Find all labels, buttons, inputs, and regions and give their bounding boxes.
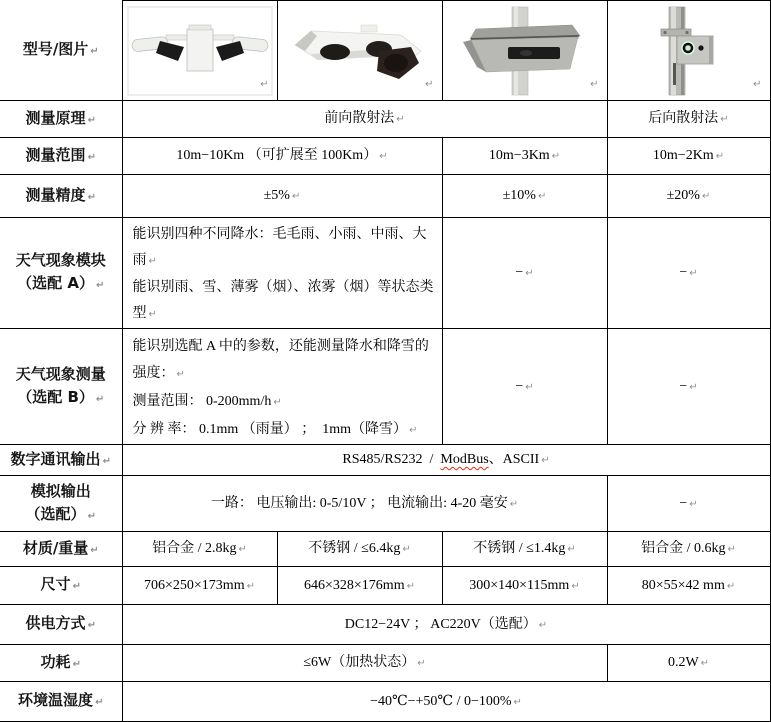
paragraph-mark: ↵ <box>396 114 405 126</box>
paragraph-mark: ↵ <box>95 280 105 291</box>
paragraph-mark: ↵ <box>509 498 519 510</box>
cell-power-consumption-1 <box>122 645 607 682</box>
label-text: 供电方式 <box>25 614 86 632</box>
dash: − <box>679 495 688 511</box>
paragraph-mark: ↵ <box>238 544 247 556</box>
cell-text: ±20% <box>666 188 700 204</box>
label-text: 测量精度 <box>25 185 86 204</box>
row-label-accuracy <box>0 175 122 218</box>
paragraph-mark: ↵ <box>567 544 576 556</box>
label-text-line1: 天气现象模块 <box>15 251 106 269</box>
paragraph-mark: ↵ <box>701 191 711 203</box>
paragraph-mark: ↵ <box>402 544 411 556</box>
paragraph-mark: ↵ <box>148 309 157 320</box>
dash: − <box>679 265 688 281</box>
cell-range-4 <box>607 138 770 175</box>
paragraph-mark: ↵ <box>689 381 698 393</box>
cell-material-2 <box>277 532 442 567</box>
cell-weather-measure-b-col4 <box>607 329 770 445</box>
row-label-model <box>0 1 122 101</box>
cell-text: 10m−2Km <box>652 148 714 164</box>
paragraph-mark: ↵ <box>590 78 599 90</box>
row-power-supply <box>0 605 770 645</box>
row-range <box>0 138 770 175</box>
paragraph-mark: ↵ <box>72 581 81 592</box>
paragraph-mark: ↵ <box>87 114 96 126</box>
cell-text: 铝合金 / 0.6kg <box>641 541 726 557</box>
cell-accuracy-4 <box>607 175 770 218</box>
row-label-digital-output <box>0 445 122 476</box>
cell-text-para1: 能识别选配 A 中的参数，还能测量降水和降雪的强度： <box>132 339 429 381</box>
paragraph-mark: ↵ <box>715 151 725 163</box>
cell-dimensions-3 <box>442 567 607 605</box>
paragraph-mark: ↵ <box>571 580 580 592</box>
paragraph-mark: ↵ <box>246 580 255 592</box>
cell-accuracy-3 <box>442 175 607 218</box>
row-principle <box>0 101 770 138</box>
product-photo-cell-1 <box>122 1 277 101</box>
paragraph-mark: ↵ <box>87 191 96 203</box>
paragraph-mark: ↵ <box>95 697 104 708</box>
paragraph-mark: ↵ <box>538 619 548 631</box>
label-text: 型号/图片 <box>22 39 89 58</box>
pole-mounted-box-sensor-photo <box>446 5 604 97</box>
cell-text: 一路： 电压输出: 0-5/10V ； 电流输出: 4-20 毫安 <box>210 495 508 511</box>
paragraph-mark: ↵ <box>90 544 99 556</box>
paragraph-mark: ↵ <box>409 425 418 436</box>
row-label-range <box>0 138 122 175</box>
row-weather-measure-b <box>0 329 770 445</box>
dual-arm-forward-scatter-sensor-photo <box>126 5 274 97</box>
label-text-line2: （选配） <box>25 504 86 523</box>
cell-range-3 <box>442 138 607 175</box>
cell-text: 10m−10Km （可扩展至 100Km） <box>176 148 378 164</box>
cell-text: 前向散射法 <box>324 111 395 127</box>
row-label-principle <box>0 101 122 138</box>
paragraph-mark: ↵ <box>689 498 698 510</box>
cell-text: 80×55×42 mm <box>641 577 725 593</box>
row-label-dimensions <box>0 567 122 605</box>
cell-text: ≤6W（加热状态） <box>303 655 416 671</box>
paragraph-mark: ↵ <box>87 151 96 163</box>
cell-text-part1: RS485/RS232 / <box>342 452 441 468</box>
paragraph-mark: ↵ <box>726 580 736 592</box>
row-label-material-weight <box>0 532 122 567</box>
paragraph-mark: ↵ <box>689 268 698 280</box>
angled-compact-visibility-sensor-photo <box>281 5 439 97</box>
cell-material-3 <box>442 532 607 567</box>
label-text-line2: （选配 A） <box>17 274 94 292</box>
paragraph-mark: ↵ <box>551 151 561 163</box>
dash: − <box>679 378 688 394</box>
paragraph-mark: ↵ <box>291 191 301 203</box>
cell-text-para2: 测量范围： 0-200mm/h <box>132 394 272 409</box>
cell-material-1 <box>122 532 277 567</box>
cell-text-para1: 能识别四种不同降水：毛毛雨、小雨、中雨、大雨 <box>132 227 427 268</box>
pole-mounted-mini-backscatter-sensor-photo <box>611 5 767 97</box>
product-photo-cell-3 <box>442 1 607 101</box>
label-text-line1: 天气现象测量 <box>15 364 106 383</box>
cell-weather-module-a-col3 <box>442 218 607 329</box>
row-model-images <box>0 1 770 101</box>
cell-text: 706×250×173mm <box>144 577 245 593</box>
paragraph-mark: ↵ <box>95 393 105 405</box>
label-text: 功耗 <box>40 652 71 671</box>
paragraph-mark: ↵ <box>537 191 547 203</box>
cell-analog-output-col4 <box>607 476 770 532</box>
cell-text-modbus-spellcheck: ModBus <box>440 452 489 468</box>
paragraph-mark: ↵ <box>102 455 111 467</box>
row-dimensions <box>0 567 770 605</box>
paragraph-mark: ↵ <box>525 268 534 280</box>
cell-text: 646×328×176mm <box>304 577 405 593</box>
cell-weather-module-a-text <box>122 218 442 329</box>
cell-power-consumption-4 <box>607 645 770 682</box>
paragraph-mark: ↵ <box>525 381 534 393</box>
cell-text: DC12−24V ； AC220V（选配） <box>344 616 537 632</box>
dash: − <box>515 265 524 281</box>
product-photo-cell-2 <box>277 1 442 101</box>
row-accuracy <box>0 175 770 218</box>
paragraph-mark: ↵ <box>425 78 434 90</box>
paragraph-mark: ↵ <box>87 620 96 631</box>
paragraph-mark: ↵ <box>90 45 99 57</box>
cell-principle-backward <box>607 101 770 138</box>
row-power-consumption <box>0 645 770 682</box>
cell-environment <box>122 682 770 722</box>
row-environment <box>0 682 770 722</box>
cell-accuracy-1 <box>122 175 442 218</box>
cell-digital-output <box>122 445 770 476</box>
cell-text: 300×140×115mm <box>469 577 570 593</box>
paragraph-mark: ↵ <box>417 658 426 670</box>
cell-text-part2: 、ASCII <box>488 452 540 468</box>
dash: − <box>515 378 524 394</box>
paragraph-mark: ↵ <box>273 397 282 408</box>
cell-text: 0.2W <box>667 655 699 671</box>
cell-analog-output <box>122 476 607 532</box>
cell-dimensions-1 <box>122 567 277 605</box>
label-text: 尺寸 <box>40 575 71 593</box>
row-material-weight <box>0 532 770 567</box>
cell-weather-module-a-col4 <box>607 218 770 329</box>
cell-text: ±10% <box>502 188 536 204</box>
cell-dimensions-2 <box>277 567 442 605</box>
row-weather-module-a <box>0 218 770 329</box>
row-label-power-supply <box>0 605 122 645</box>
cell-text-para3: 分 辨 率： 0.1mm （雨量） ； 1mm（降雪） <box>132 422 408 437</box>
cell-text: 铝合金 / 2.8kg <box>152 541 237 557</box>
cell-text: 不锈钢 / ≤1.4kg <box>473 541 566 557</box>
cell-text: −40℃−+50℃ / 0−100% <box>370 693 512 709</box>
row-label-analog-output <box>0 476 122 532</box>
cell-text-para2: 能识别雨、雪、薄雾（烟）、浓雾（烟）等状态类型 <box>132 280 434 321</box>
paragraph-mark: ↵ <box>260 78 269 90</box>
label-text: 测量原理 <box>25 108 86 127</box>
label-text-line1: 模拟输出 <box>30 481 91 500</box>
paragraph-mark: ↵ <box>720 114 729 126</box>
row-digital-output <box>0 445 770 476</box>
paragraph-mark: ↵ <box>87 510 96 522</box>
label-text: 测量范围 <box>25 145 86 164</box>
product-photo-cell-4 <box>607 1 770 101</box>
paragraph-mark: ↵ <box>541 455 550 467</box>
cell-power-supply <box>122 605 770 645</box>
cell-text: ±5% <box>263 188 290 204</box>
row-label-power-consumption <box>0 645 122 682</box>
cell-range-1 <box>122 138 442 175</box>
label-text: 环境温湿度 <box>18 691 94 709</box>
paragraph-mark: ↵ <box>379 151 388 163</box>
cell-dimensions-4 <box>607 567 770 605</box>
label-text: 材质/重量 <box>22 538 89 557</box>
label-text-line2: （选配 B） <box>17 387 94 406</box>
cell-weather-measure-b-text <box>122 329 442 445</box>
paragraph-mark: ↵ <box>72 658 81 670</box>
cell-text: 不锈钢 / ≤6.4kg <box>308 541 401 557</box>
cell-material-4 <box>607 532 770 567</box>
paragraph-mark: ↵ <box>148 256 157 267</box>
cell-text: 10m−3Km <box>488 148 550 164</box>
paragraph-mark: ↵ <box>700 658 710 670</box>
row-analog-output <box>0 476 770 532</box>
label-text: 数字通讯输出 <box>10 449 101 468</box>
cell-text: 后向散射法 <box>648 111 719 127</box>
row-label-environment <box>0 682 122 722</box>
paragraph-mark: ↵ <box>406 580 415 592</box>
cell-weather-measure-b-col3 <box>442 329 607 445</box>
paragraph-mark: ↵ <box>513 696 522 708</box>
paragraph-mark: ↵ <box>727 544 736 556</box>
cell-principle-forward <box>122 101 607 138</box>
row-label-weather-module-a <box>0 218 122 329</box>
row-label-weather-measure-b <box>0 329 122 445</box>
paragraph-mark: ↵ <box>753 78 762 90</box>
paragraph-mark: ↵ <box>176 369 185 380</box>
